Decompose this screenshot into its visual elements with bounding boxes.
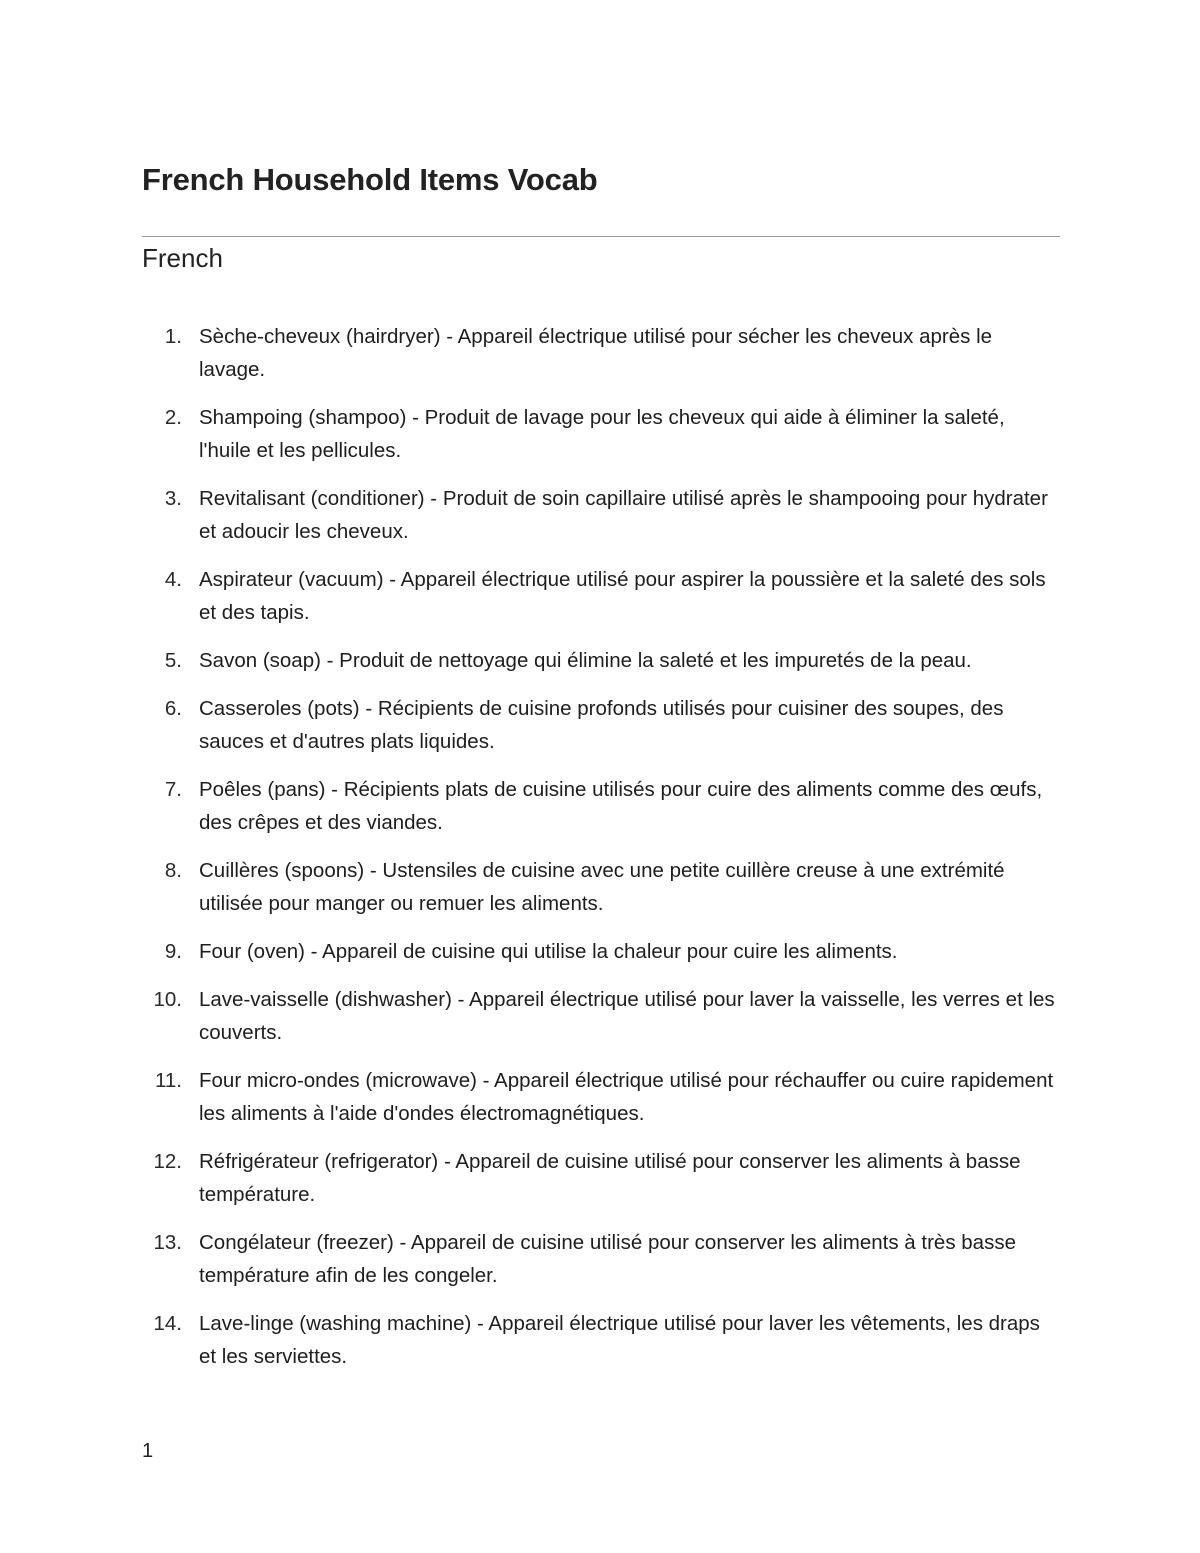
item-number: 7. [164, 778, 182, 801]
item-text: Revitalisant (conditioner) - Produit de soin capillaire utilisé après le shampooing pour hydrater et adoucir les cheveux. [199, 487, 1048, 543]
list-item [142, 935, 1060, 968]
item-number: 1. [164, 325, 182, 348]
item-text: Sèche-cheveux (hairdryer) - Appareil électrique utilisé pour sécher les cheveux après le lavage. [199, 325, 993, 381]
list-item [142, 983, 1060, 1049]
item-text: Congélateur (freezer) - Appareil de cuisine utilisé pour conserver les aliments à très basse température afin de les congeler. [199, 1231, 1016, 1287]
list-item [142, 563, 1060, 629]
item-text: Shampoing (shampoo) - Produit de lavage pour les cheveux qui aide à éliminer la saleté, l'huile et les pellicules. [199, 406, 1005, 462]
item-text: Lave-linge (washing machine) - Appareil électrique utilisé pour laver les vêtements, les draps et les serviettes. [199, 1312, 1040, 1368]
item-number: 5. [164, 649, 182, 672]
item-text: Four micro-ondes (microwave) - Appareil électrique utilisé pour réchauffer ou cuire rapidement les aliments à l'aide d'ondes électromagnétiques. [199, 1069, 1054, 1125]
list-item [142, 1307, 1060, 1373]
list-item [142, 482, 1060, 548]
item-number: 11. [155, 1069, 182, 1092]
list-item [142, 320, 1060, 386]
list-item [142, 644, 1060, 677]
item-number: 6. [164, 697, 182, 720]
item-text: Lave-vaisselle (dishwasher) - Appareil électrique utilisé pour laver la vaisselle, les verres et les couverts. [199, 988, 1055, 1044]
item-text: Cuillères (spoons) - Ustensiles de cuisine avec une petite cuillère creuse à une extrémité utilisée pour manger ou remuer les aliments. [199, 859, 1005, 915]
item-number: 2. [164, 406, 182, 429]
list-item [142, 1064, 1060, 1130]
item-number: 10. [153, 988, 182, 1011]
item-number: 8. [164, 859, 182, 882]
item-number: 12. [153, 1150, 182, 1173]
item-text: Poêles (pans) - Récipients plats de cuisine utilisés pour cuire des aliments comme des œufs, des crêpes et des viandes. [199, 778, 1043, 834]
item-number: 3. [164, 487, 182, 510]
item-text: Casseroles (pots) - Récipients de cuisine profonds utilisés pour cuisiner des soupes, des sauces et d'autres plats liquides. [199, 697, 1004, 753]
list-item [142, 1145, 1060, 1211]
list-item [142, 1226, 1060, 1292]
list-item [142, 692, 1060, 758]
document-page [142, 0, 1060, 1553]
page-number: 1 [142, 1440, 154, 1462]
list-item [142, 401, 1060, 467]
item-number: 4. [164, 568, 182, 591]
title-divider [142, 236, 1060, 237]
item-number: 14. [153, 1312, 182, 1335]
item-text: Savon (soap) - Produit de nettoyage qui élimine la saleté et les impuretés de la peau. [199, 649, 972, 672]
item-number: 9. [164, 940, 182, 963]
section-heading: French [142, 243, 223, 273]
list-item [142, 854, 1060, 920]
item-number: 13. [153, 1231, 182, 1254]
vocab-list [142, 320, 1060, 1388]
document-title: French Household Items Vocab [142, 162, 598, 197]
item-text: Réfrigérateur (refrigerator) - Appareil de cuisine utilisé pour conserver les aliments à basse température. [199, 1150, 1021, 1206]
list-item [142, 773, 1060, 839]
item-text: Four (oven) - Appareil de cuisine qui utilise la chaleur pour cuire les aliments. [199, 940, 898, 963]
item-text: Aspirateur (vacuum) - Appareil électrique utilisé pour aspirer la poussière et la saleté des sols et des tapis. [199, 568, 1046, 624]
